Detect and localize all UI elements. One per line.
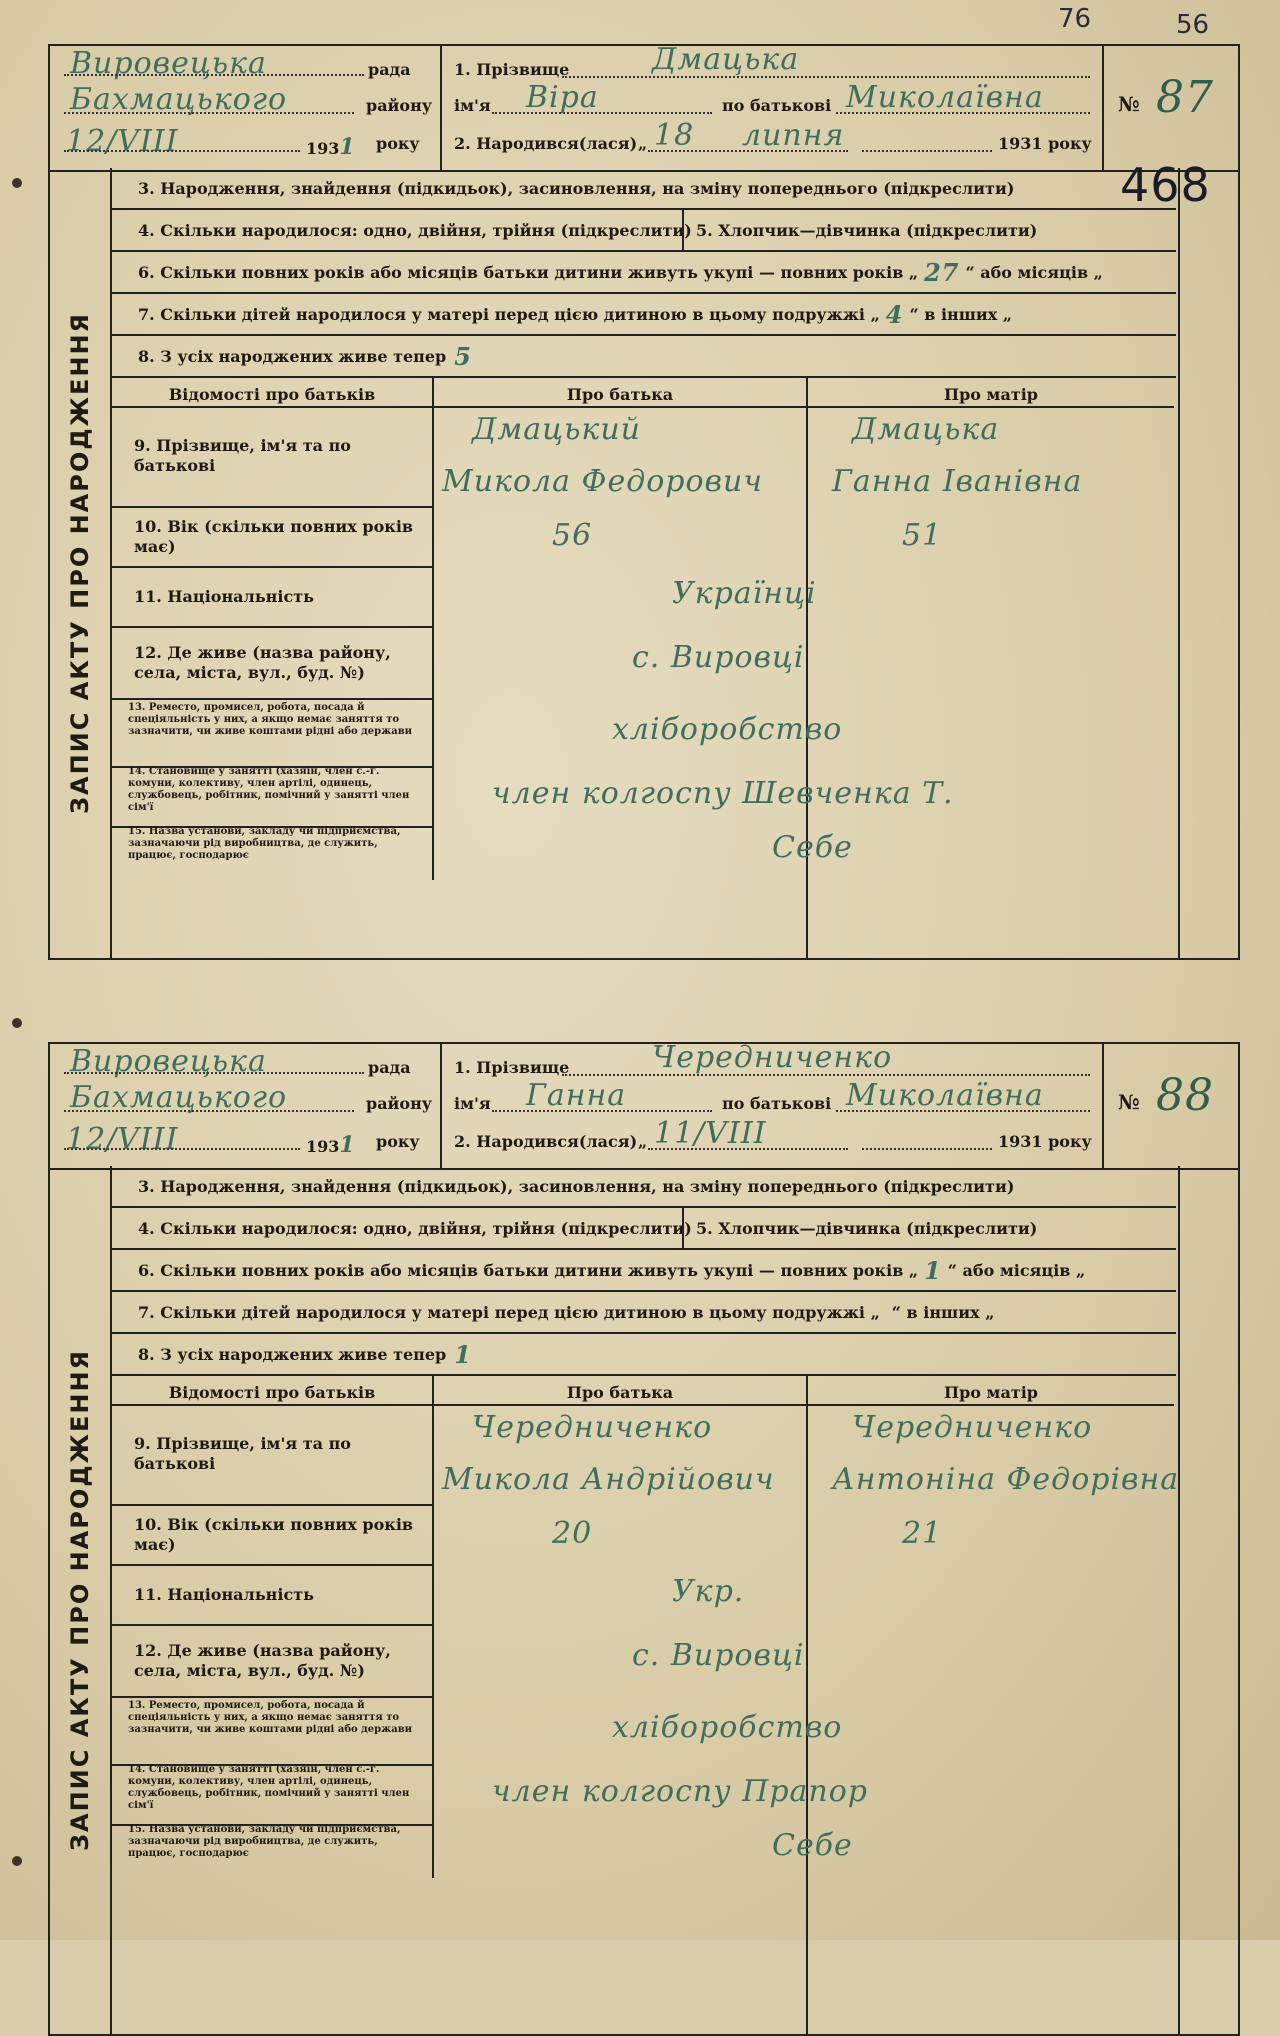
birth-year-handwritten: 1931 [998,134,1043,153]
parents-table [112,378,1176,958]
record-date-handwritten: 12/VIII [66,124,179,159]
district-label: району [366,1094,433,1113]
corner-number-a: 76 [1058,4,1092,34]
father-surname-handwritten: Чередниченко [472,1410,713,1445]
label-14: 14. Становище у занятті (хазяїн, член с.-г. комуни, колективу, член артілі, одинець, службовець, робітник, помічний у занятті член сім'ї [112,1762,434,1826]
label-11: 11. Національність [112,568,434,628]
occupation-handwritten: хліборобство [612,712,843,747]
residence-handwritten: с. Вировці [632,1638,805,1673]
punch-hole [12,178,22,188]
year-prefix: 193 [306,1137,340,1156]
birth-month-handwritten: липня [742,118,845,153]
label-11: 11. Національність [112,1566,434,1626]
surname-handwritten: Дмацька [652,42,800,77]
name-label: ім'я [454,1094,491,1113]
position-handwritten: член колгоспу Шевченка Т. [492,776,954,811]
parents-table [112,1376,1180,2034]
side-title: ЗАПИС АКТУ ПРО НАРОДЖЕННЯ [50,1166,112,2034]
child-block: 1. Прізвище Чередниченко ім'я Ганна по батькові Миколаївна 2. Народився(лася) „ 11/VIII 1931 року [454,1040,1092,1151]
label-15: 15. Назва установи, закладу чи підприємства, зазначаючи рід виробництва, де служить, працює, господарює [112,824,434,880]
residence-handwritten: с. Вировці [632,640,805,675]
father-age-handwritten: 56 [552,518,593,553]
patronymic-handwritten: Миколаївна [846,1078,1044,1113]
born-label: 2. Народився(лася) [454,1132,638,1151]
record-header [48,1042,1240,1170]
father-given-names-handwritten: Микола Федорович [442,464,763,499]
father-header: Про батька [434,378,808,408]
workplace-handwritten: Себе [772,830,853,865]
row-8: 8. З усіх народжених живе тепер 5 [112,336,1176,378]
label-13: 13. Реместо, промисел, робота, посада й спеціяльність у них, а якщо немає заняття то зазначити, чи живе коштами рідні або держави [112,700,434,768]
row-6: 6. Скільки повних років або місяців батьки дитини живуть укупі — повних років „ 1 “ або місяців „ [112,1250,1176,1292]
record-body [48,1166,1240,2036]
birth-year-label: року [1048,134,1092,153]
row-3: 3. Народження, знайдення (підкидьок), засиновлення, на зміну попереднього (підкреслити) [112,168,1176,210]
row-4-5: 4. Скільки народилося: одно, двійня, трійня (підкреслити) 5. Хлопчик—дівчинка (підкреслити) [112,1208,1176,1250]
patronymic-label: по батькові [722,1094,832,1113]
mother-surname-handwritten: Чередниченко [852,1410,1093,1445]
right-margin-column [1178,168,1238,958]
record-number-handwritten: 88 [1156,1070,1214,1121]
margin-number-handwritten: 468 [1120,158,1211,212]
row-4-5: 4. Скільки народилося: одно, двійня, трійня (підкреслити) 5. Хлопчик—дівчинка (підкреслити) [112,210,1176,252]
label-12: 12. Де живе (назва району, села, міста, вул., буд. №) [112,628,434,700]
father-given-names-handwritten: Микола Андрійович [442,1462,775,1497]
punch-hole [12,1856,22,1866]
side-title: ЗАПИС АКТУ ПРО НАРОДЖЕННЯ [50,168,112,958]
nationality-handwritten: Українці [672,576,817,611]
label-9: 9. Прізвище, ім'я та по батькові [112,406,434,508]
birth-day-handwritten: 18 [654,118,695,153]
father-age-handwritten: 20 [552,1516,593,1551]
patronymic-handwritten: Миколаївна [846,80,1044,115]
row-6: 6. Скільки повних років або місяців батьки дитини живуть укупі — повних років „ 27 “ або місяців „ [112,252,1176,294]
district-handwritten: Бахмацького [70,82,288,117]
parents-info-header: Відомості про батьків [112,1376,434,1406]
record-body [48,168,1240,960]
record-number-handwritten: 87 [1156,72,1214,123]
workplace-handwritten: Себе [772,1828,853,1863]
number-label: № [1118,92,1140,116]
district-label: району [366,96,433,115]
surname-handwritten: Чередниченко [652,1040,893,1075]
corner-number-b: 56 [1176,10,1210,40]
label-13: 13. Реместо, промисел, робота, посада й спеціяльність у них, а якщо немає заняття то зазначити, чи живе коштами рідні або держави [112,1698,434,1766]
surname-label: 1. Прізвище [454,60,570,79]
council-handwritten: Вировецька [70,1044,267,1079]
mother-given-names-handwritten: Антоніна Федорівна [832,1462,1180,1497]
birth-year-label: року [1048,1132,1092,1151]
born-label: 2. Народився(лася) [454,134,638,153]
row-7: 7. Скільки дітей народилося у матері перед цією дитиною в цьому подружжі „ “ в інших „ [112,1292,1176,1334]
council-handwritten: Вировецька [70,46,267,81]
row-7: 7. Скільки дітей народилося у матері перед цією дитиною в цьому подружжі „ 4 “ в інших „ [112,294,1176,336]
label-10: 10. Вік (скільки повних років має) [112,508,434,568]
birth-year-handwritten: 1931 [998,1132,1043,1151]
council-label: рада [368,60,411,79]
label-12: 12. Де живе (назва району, села, міста, вул., буд. №) [112,1626,434,1698]
record-header [48,44,1240,172]
name-handwritten: Ганна [526,1078,627,1113]
district-handwritten: Бахмацького [70,1080,288,1115]
occupation-handwritten: хліборобство [612,1710,843,1745]
nationality-handwritten: Укр. [672,1574,745,1609]
year-label: року [376,1132,420,1151]
year-label: року [376,134,420,153]
child-block: 1. Прізвище Дмацька ім'я Віра по батькові Миколаївна 2. Народився(лася) „ 18 липня 1931 року [454,42,1092,153]
right-margin-column [1178,1166,1238,2034]
name-handwritten: Віра [526,80,599,115]
position-handwritten: член колгоспу Прапор [492,1774,869,1809]
mother-age-handwritten: 21 [902,1516,943,1551]
label-14: 14. Становище у занятті (хазяїн, член с.-г. комуни, колективу, член артілі, одинець, службовець, робітник, помічний у занятті член сім'ї [112,764,434,828]
year-suffix-handwritten: 1 [339,134,356,160]
row-8: 8. З усіх народжених живе тепер 1 [112,1334,1176,1376]
label-15: 15. Назва установи, закладу чи підприємства, зазначаючи рід виробництва, де служить, працює, господарює [112,1822,434,1878]
year-suffix-handwritten: 1 [339,1132,356,1158]
punch-hole [12,1018,22,1028]
row-3: 3. Народження, знайдення (підкидьок), засиновлення, на зміну попереднього (підкреслити) [112,1166,1176,1208]
father-header: Про батька [434,1376,808,1406]
mother-given-names-handwritten: Ганна Іванівна [832,464,1083,499]
record-number-block [1102,1044,1240,1168]
council-block [50,1044,442,1168]
year-prefix: 193 [306,139,340,158]
parents-info-header: Відомості про батьків [112,378,434,408]
label-10: 10. Вік (скільки повних років має) [112,1506,434,1566]
patronymic-label: по батькові [722,96,832,115]
surname-label: 1. Прізвище [454,1058,570,1077]
mother-age-handwritten: 51 [902,518,943,553]
label-9: 9. Прізвище, ім'я та по батькові [112,1404,434,1506]
mother-header: Про матір [808,1376,1174,1406]
mother-surname-handwritten: Дмацька [852,412,1000,447]
father-surname-handwritten: Дмацький [472,412,641,447]
mother-header: Про матір [808,378,1174,408]
record-date-handwritten: 12/VIII [66,1122,179,1157]
record-number-block [1102,46,1240,170]
name-label: ім'я [454,96,491,115]
council-block [50,46,442,170]
number-label: № [1118,1090,1140,1114]
birth-day-handwritten: 11/VIII [654,1116,767,1151]
council-label: рада [368,1058,411,1077]
